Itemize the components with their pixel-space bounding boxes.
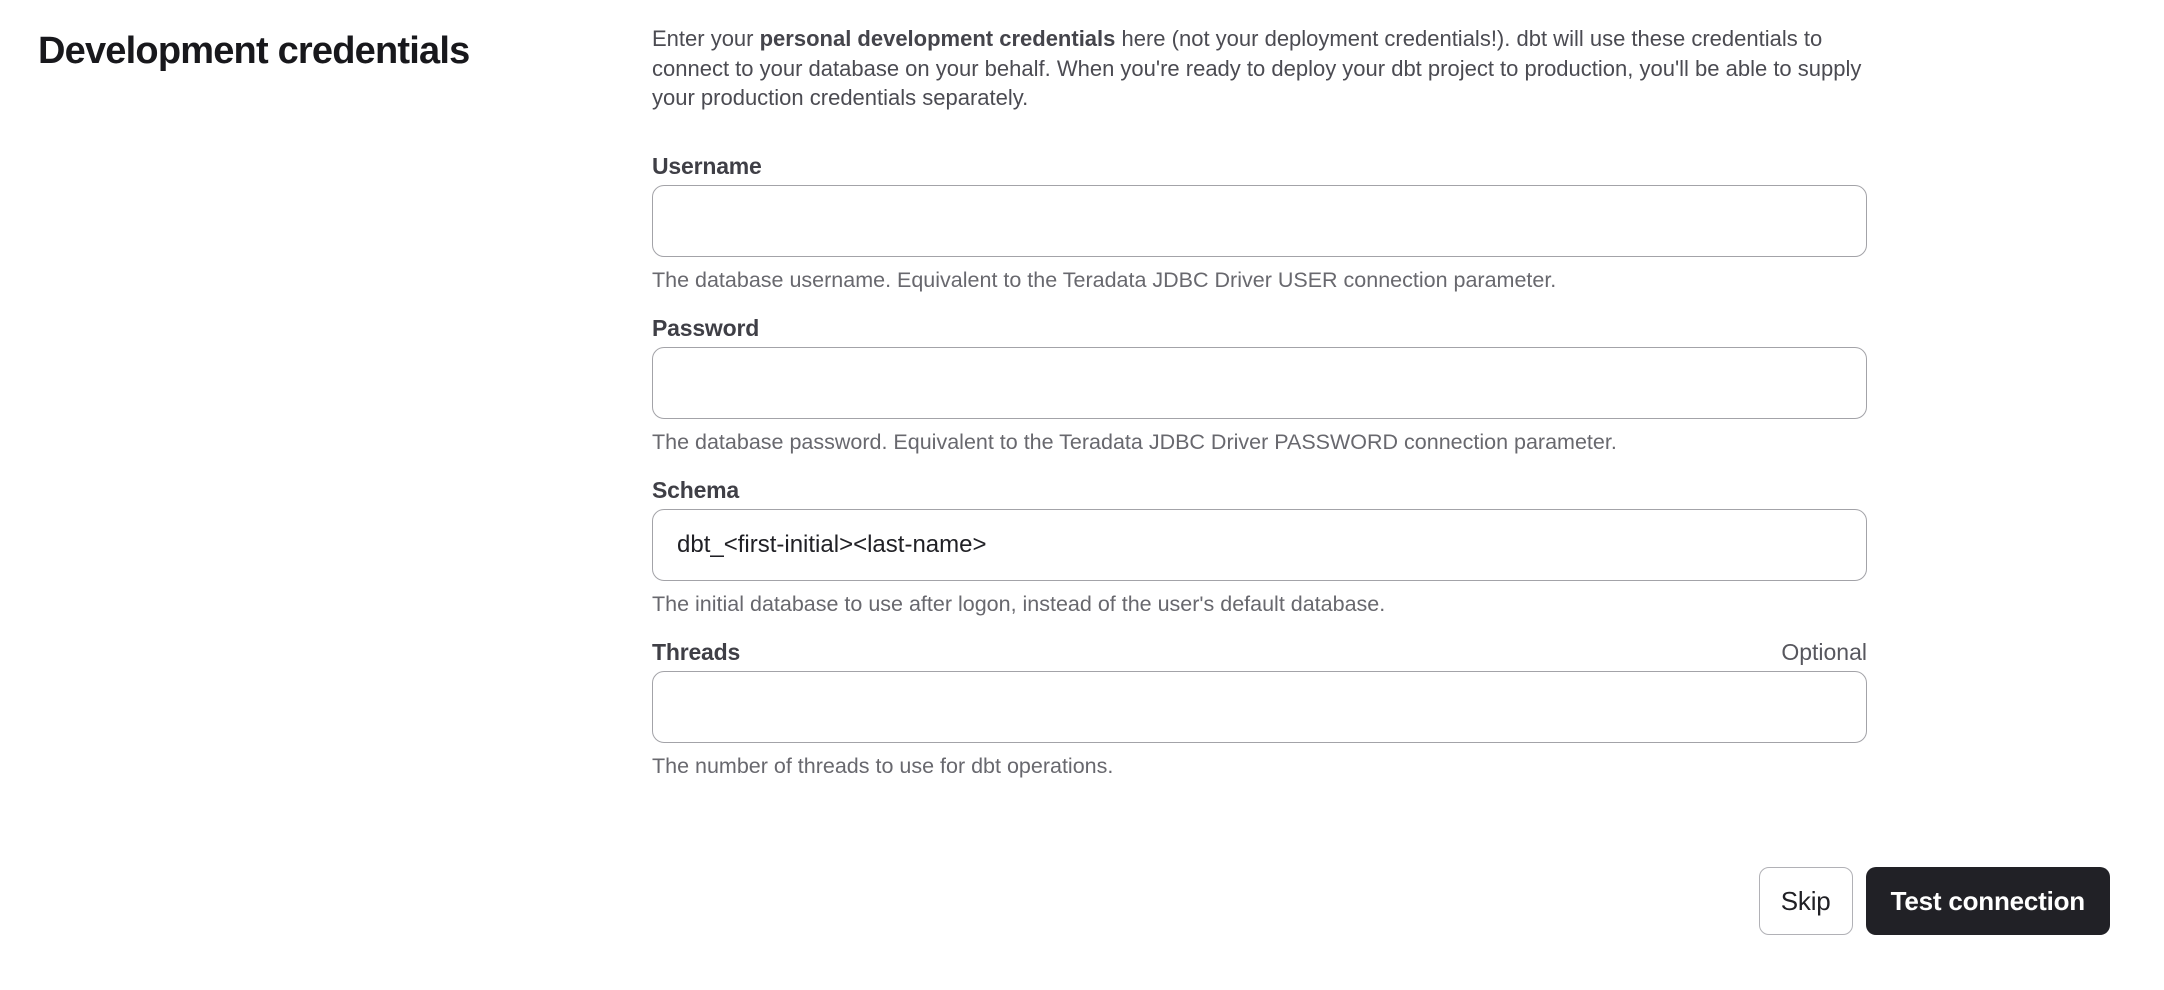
username-help-text: The database username. Equivalent to the Teradata JDBC Driver USER connection parameter. xyxy=(652,267,1557,292)
skip-button[interactable]: Skip xyxy=(1759,867,1853,935)
password-label-row xyxy=(652,315,1867,341)
password-field-group xyxy=(652,315,1867,455)
username-field-group xyxy=(652,153,1867,293)
threads-label-row xyxy=(652,639,1867,665)
username-input[interactable] xyxy=(652,185,1867,257)
intro-text-bold: personal development credentials xyxy=(759,26,1116,51)
threads-label: Threads xyxy=(652,638,741,665)
threads-field-group xyxy=(652,639,1867,779)
page-title: Development credentials xyxy=(38,30,470,72)
intro-text-pre: Enter your xyxy=(652,26,760,51)
schema-field-group xyxy=(652,477,1867,617)
form-actions xyxy=(1759,867,2110,935)
intro-text-post: here (not your deployment credentials!). dbt will use these credentials to connect to your database on your behalf. When you're ready to deploy your dbt project to production, you'll be able to supply your production credentials separately. xyxy=(652,26,1862,110)
test-connection-button[interactable]: Test connection xyxy=(1866,867,2110,935)
schema-label-row xyxy=(652,477,1867,503)
username-label-row xyxy=(652,153,1867,179)
password-label: Password xyxy=(652,314,760,341)
schema-help-text: The initial database to use after logon, instead of the user's default database. xyxy=(652,591,1386,616)
password-input[interactable] xyxy=(652,347,1867,419)
threads-input[interactable] xyxy=(652,671,1867,743)
credentials-form xyxy=(652,24,1867,779)
threads-help-text: The number of threads to use for dbt operations. xyxy=(652,753,1114,778)
schema-input[interactable] xyxy=(652,509,1867,581)
schema-label: Schema xyxy=(652,476,740,503)
threads-optional-badge: Optional xyxy=(1781,638,1867,665)
intro-text xyxy=(652,24,1867,113)
username-label: Username xyxy=(652,152,762,179)
password-help-text: The database password. Equivalent to the Teradata JDBC Driver PASSWORD connection parameter. xyxy=(652,429,1617,454)
